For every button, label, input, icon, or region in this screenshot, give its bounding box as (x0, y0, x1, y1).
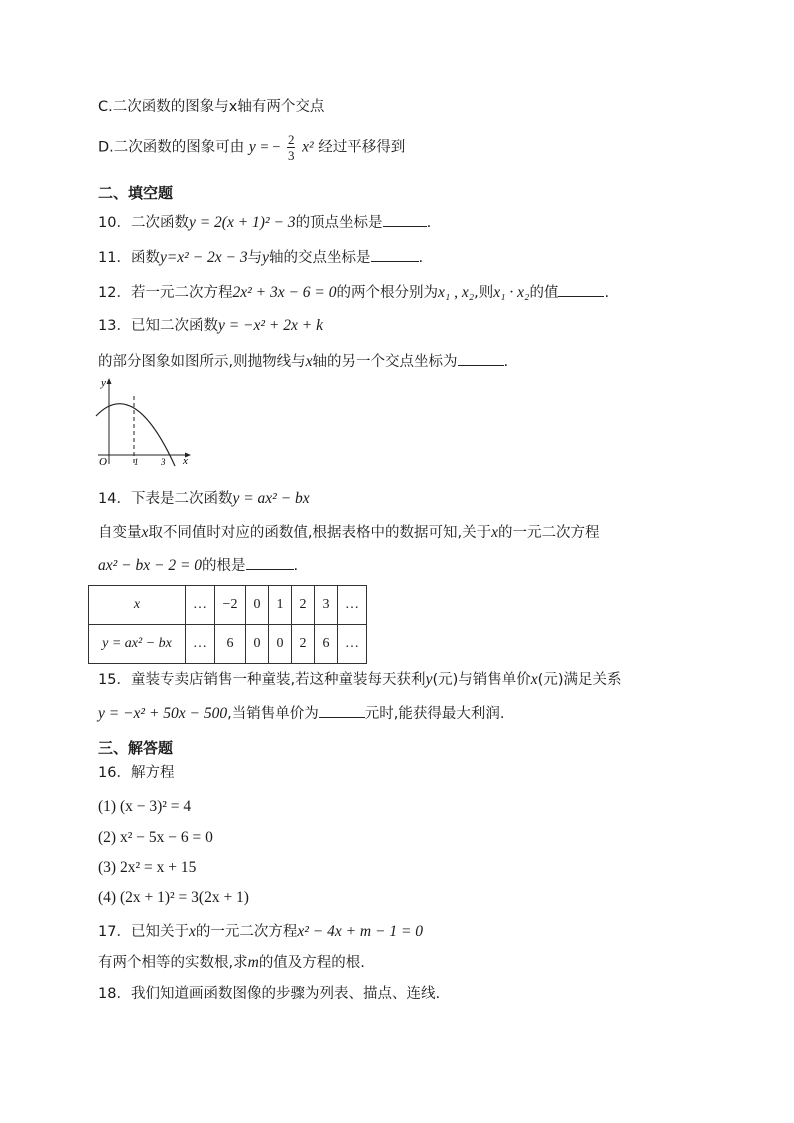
table-cell: 0 (246, 625, 269, 664)
table-cell: … (186, 586, 215, 625)
q13-equation: y = −x² + 2x + k (217, 317, 323, 334)
q11-number: 11．函数 (98, 250, 160, 266)
fraction-two-thirds (287, 132, 296, 163)
question-14 (98, 489, 310, 509)
question-12 (98, 282, 609, 303)
question-16-title: 16．解方程 (98, 765, 175, 781)
value-table (88, 585, 367, 664)
q15-line1: 15．童装专卖店销售一种童装,若这种童装每天获利 (98, 672, 426, 688)
table-cell: 1 (269, 586, 292, 625)
table-cell: … (186, 625, 215, 664)
q15-answer-blank[interactable] (319, 703, 365, 718)
table-cell: 6 (215, 625, 246, 664)
question-11 (98, 247, 423, 268)
q17-equation: x² − 4x + m − 1 = 0 (297, 923, 424, 940)
q12-product: x₁ · x₂ (493, 284, 530, 301)
option-c-text: C.二次函数的图象与x轴有两个交点 (98, 99, 325, 115)
section-answer-title: 三、解答题 (98, 739, 174, 757)
option-d-prefix: D.二次函数的图象可由 (98, 139, 245, 156)
q11-equation: y=x² − 2x − 3 (159, 249, 248, 266)
y-axis-label: y (101, 377, 106, 389)
question-13 (98, 316, 323, 336)
q11-mid: 与 (247, 250, 263, 266)
q17-var: x (188, 923, 196, 940)
table-cell: −2 (215, 586, 246, 625)
q13-period: . (503, 354, 509, 370)
option-d (98, 132, 405, 163)
q16-part-1: (1) (x − 3)² = 4 (98, 798, 192, 815)
q15-var-y: y (425, 671, 433, 688)
table-row-x (89, 586, 367, 625)
q14-equation: y = ax² − bx (232, 490, 310, 507)
q15-unit1: (元)与销售单价 (432, 672, 531, 688)
q13-number: 13．已知二次函数 (98, 318, 218, 334)
q13-var: x (305, 353, 313, 370)
q16-part-3: (3) 2x² = x + 15 (98, 859, 197, 876)
q12-equation: 2x² + 3x − 6 = 0 (232, 284, 337, 301)
q15-text2: 元时,能获得最大利润. (364, 706, 505, 722)
y-axis-arrow (107, 378, 112, 384)
q14-var1: x (141, 524, 149, 541)
q15-var-x: x (530, 671, 538, 688)
q14-line3-text: 的根是 (202, 558, 246, 574)
q10-period: . (426, 215, 432, 231)
q14-line2c: 的一元二次方程 (498, 525, 600, 541)
question-13-line2 (98, 351, 508, 372)
q13-line2b: 轴的另一个交点坐标为 (312, 354, 458, 370)
q14-line2a: 自变量 (98, 525, 142, 541)
q12-text2: ,则 (474, 285, 494, 301)
table-cell: 6 (315, 625, 338, 664)
q17-line2a: 有两个相等的实数根,求 (98, 955, 248, 971)
q13-line2a: 的部分图象如图所示,则抛物线与 (98, 354, 306, 370)
q17-line1a: 17．已知关于 (98, 924, 189, 940)
q14-line2b: 取不同值时对应的函数值,根据表格中的数据可知,关于 (148, 525, 492, 541)
section-fill-in-title: 二、填空题 (98, 184, 174, 202)
fraction-numerator: 2 (287, 132, 295, 147)
q10-text: 的顶点坐标是 (295, 215, 383, 231)
q10-answer-blank[interactable] (383, 212, 427, 227)
q11-period: . (418, 250, 424, 266)
q13-answer-blank[interactable] (458, 351, 504, 366)
q17-var-m: m (247, 954, 259, 971)
q11-text: 轴的交点坐标是 (269, 250, 371, 266)
table-cell: 3 (315, 586, 338, 625)
q12-text3: 的值 (529, 285, 559, 301)
question-17-line2 (98, 953, 365, 973)
q12-period: . (604, 285, 610, 301)
q17-line2b: 的值及方程的根. (258, 955, 365, 971)
fraction-denominator: 3 (287, 148, 295, 163)
q12-answer-blank[interactable] (558, 282, 604, 297)
q10-number: 10．二次函数 (98, 215, 189, 231)
table-cell: … (338, 625, 367, 664)
option-d-minus: = − (260, 139, 281, 156)
tick-1-label: 1 (134, 457, 139, 467)
q11-answer-blank[interactable] (371, 247, 419, 262)
q15-equation: y = −x² + 50x − 500 (98, 705, 228, 722)
question-14-line3 (98, 555, 298, 576)
q14-number: 14．下表是二次函数 (98, 491, 233, 507)
table-row-y (89, 625, 367, 664)
table-header-y: y = ax² − bx (89, 625, 186, 664)
question-15-line2 (98, 703, 504, 724)
parabola-graph (92, 376, 192, 468)
tick-3-label: 3 (161, 457, 166, 467)
q14-line3-equation: ax² − bx − 2 = 0 (98, 557, 203, 574)
option-d-suffix: 经过平移得到 (318, 139, 406, 156)
table-cell: 2 (292, 586, 315, 625)
question-14-line2 (98, 523, 600, 543)
q12-roots: x₁ , x₂ (438, 284, 475, 301)
table-header-x: x (89, 586, 186, 625)
q14-period: . (293, 558, 299, 574)
q17-line1b: 的一元二次方程 (195, 924, 298, 940)
table-cell: 2 (292, 625, 315, 664)
q11-var: y (262, 249, 270, 266)
question-15 (98, 670, 622, 690)
q15-unit2: (元)满足关系 (537, 672, 622, 688)
x-axis-label: x (183, 455, 188, 467)
q12-number: 12．若一元二次方程 (98, 285, 233, 301)
table-cell: 0 (246, 586, 269, 625)
table-cell: … (338, 586, 367, 625)
q14-var2: x (491, 524, 498, 541)
table-cell: 0 (269, 625, 292, 664)
q16-part-4: (4) (2x + 1)² = 3(2x + 1) (98, 889, 249, 906)
question-10 (98, 212, 431, 233)
question-17 (98, 922, 423, 942)
option-c (98, 97, 324, 117)
question-18: 18．我们知道画函数图像的步骤为列表、描点、连线. (98, 986, 441, 1002)
q10-equation: y = 2(x + 1)² − 3 (188, 214, 296, 231)
q15-text: ,当销售单价为 (227, 706, 319, 722)
option-d-x-squared: x² (302, 138, 314, 156)
q14-answer-blank[interactable] (246, 555, 294, 570)
q16-part-2: (2) x² − 5x − 6 = 0 (98, 829, 213, 846)
option-d-y: y (248, 138, 256, 156)
q12-text1: 的两个根分别为 (336, 285, 438, 301)
origin-label: O (99, 456, 107, 468)
